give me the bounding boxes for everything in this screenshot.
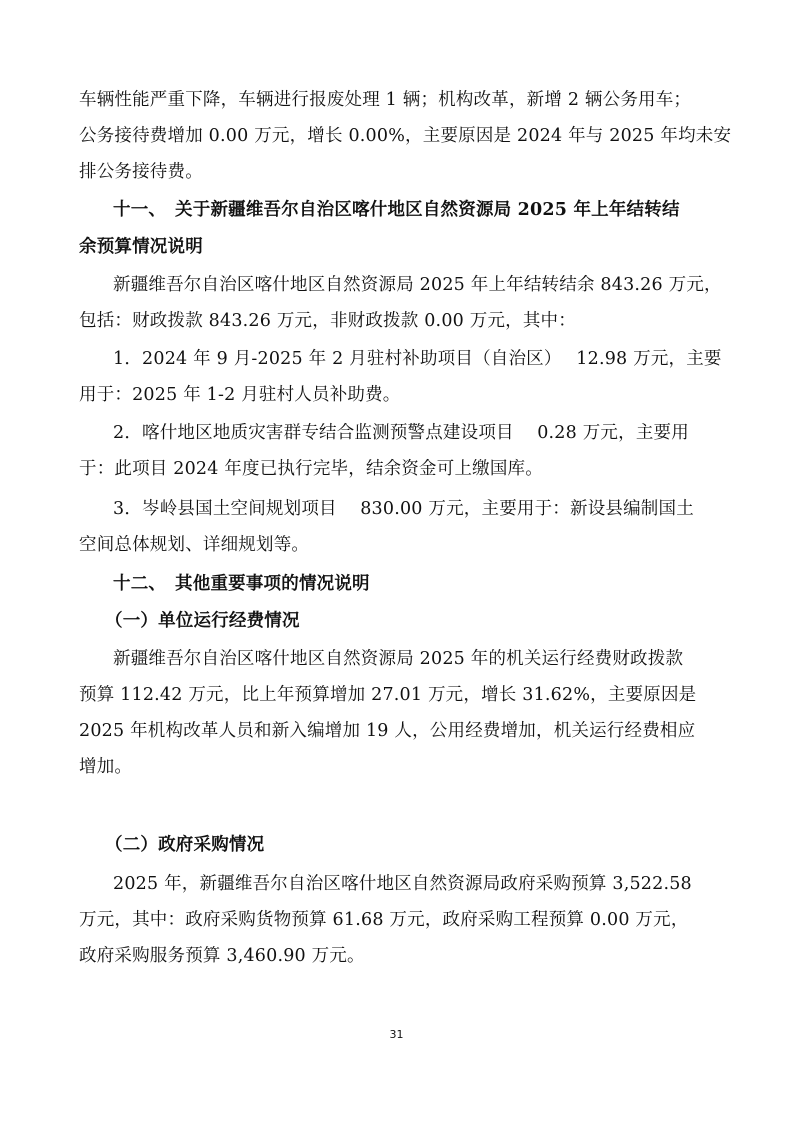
subsection-heading-2: （二）政府采购情况 bbox=[105, 835, 265, 855]
body-text-line: 2025 年，新疆维吾尔自治区喀什地区自然资源局政府采购预算 3,522.58 bbox=[113, 874, 692, 894]
list-item-1: 1．2024 年 9 月-2025 年 2 月驻村补助项目（自治区） 12.98 万元，主要 bbox=[113, 349, 722, 369]
list-item-2: 2．喀什地区地质灾害群专结合监测预警点建设项目 0.28 万元，主要用 bbox=[113, 423, 689, 443]
body-text-line: 2025 年机构改革人员和新入编增加 19 人，公用经费增加，机关运行经费相应 bbox=[79, 721, 696, 741]
section-heading-12: 十二、 其他重要事项的情况说明 bbox=[113, 574, 370, 594]
body-text-line: 预算 112.42 万元，比上年预算增加 27.01 万元，增长 31.62%，主要原因是 bbox=[79, 685, 697, 705]
body-text-line: 包括：财政拨款 843.26 万元，非财政拨款 0.00 万元，其中： bbox=[79, 311, 576, 331]
subsection-heading-1: （一）单位运行经费情况 bbox=[105, 611, 300, 631]
list-item-3: 3．岑岭县国土空间规划项目 830.00 万元，主要用于：新设县编制国土 bbox=[113, 499, 694, 519]
body-text-line: 政府采购服务预算 3,460.90 万元。 bbox=[79, 946, 365, 966]
body-text-line: 排公务接待费。 bbox=[79, 162, 203, 182]
page-number: 31 bbox=[389, 1028, 404, 1041]
list-item-3-continued: 空间总体规划、详细规划等。 bbox=[79, 535, 310, 555]
list-item-1-continued: 用于：2025 年 1-2 月驻村人员补助费。 bbox=[79, 385, 401, 405]
list-item-2-continued: 于：此项目 2024 年度已执行完毕，结余资金可上缴国库。 bbox=[79, 459, 543, 479]
body-text-line: 新疆维吾尔自治区喀什地区自然资源局 2025 年的机关运行经费财政拨款 bbox=[113, 649, 684, 669]
body-text-line: 增加。 bbox=[79, 757, 133, 777]
section-heading-11-continued: 余预算情况说明 bbox=[79, 237, 203, 257]
body-text-line: 公务接待费增加 0.00 万元，增长 0.00%，主要原因是 2024 年与 2025 年均未安 bbox=[79, 126, 732, 146]
body-text-line: 新疆维吾尔自治区喀什地区自然资源局 2025 年上年结转结余 843.26 万元， bbox=[113, 275, 722, 295]
body-text-line: 车辆性能严重下降，车辆进行报废处理 1 辆；机构改革，新增 2 辆公务用车； bbox=[79, 90, 692, 110]
body-text-line: 万元，其中：政府采购货物预算 61.68 万元，政府采购工程预算 0.00 万元， bbox=[79, 910, 689, 930]
section-heading-11: 十一、 关于新疆维吾尔自治区喀什地区自然资源局 2025 年上年结转结 bbox=[113, 200, 680, 220]
